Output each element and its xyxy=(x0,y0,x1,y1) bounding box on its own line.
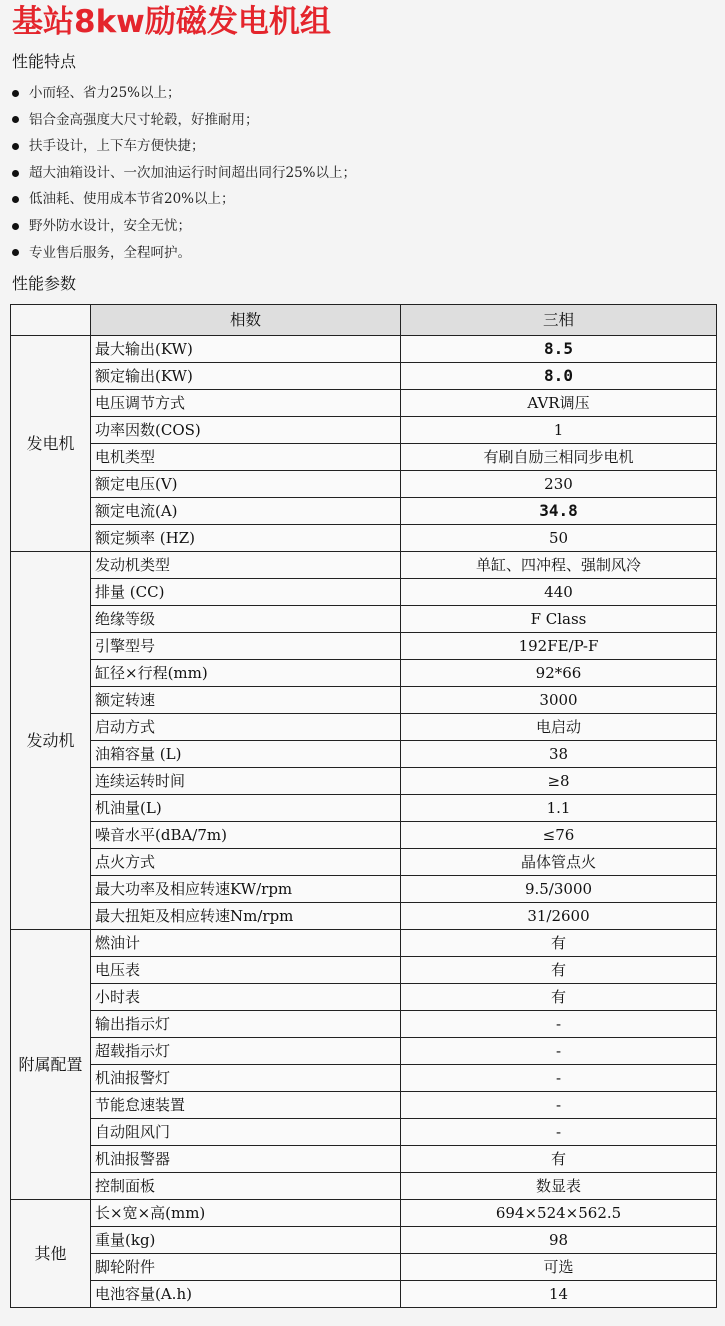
feature-item xyxy=(10,160,356,187)
param-value: 单缸、四冲程、强制风冷 xyxy=(401,552,717,579)
param-value: 31/2600 xyxy=(401,903,717,930)
feature-text: 专业售后服务，全程呵护。 xyxy=(29,244,191,261)
table-row xyxy=(11,795,717,822)
param-value: 晶体管点火 xyxy=(401,849,717,876)
param-name: 燃油计 xyxy=(91,930,401,957)
feature-item xyxy=(10,133,356,160)
feature-item xyxy=(10,240,356,267)
param-value: 34.8 xyxy=(401,498,717,525)
table-row xyxy=(11,1281,717,1308)
param-name: 最大功率及相应转速KW/rpm xyxy=(91,876,401,903)
param-value: 694×524×562.5 xyxy=(401,1200,717,1227)
param-value: 有 xyxy=(401,984,717,1011)
header-empty-cell xyxy=(11,305,91,336)
param-name: 脚轮附件 xyxy=(91,1254,401,1281)
spec-body xyxy=(11,336,717,1308)
param-value: 192FE/P-F xyxy=(401,633,717,660)
param-name: 电机类型 xyxy=(91,444,401,471)
bullet-icon xyxy=(12,223,19,230)
bullet-icon xyxy=(12,196,19,203)
param-value: 1 xyxy=(401,417,717,444)
param-value: 9.5/3000 xyxy=(401,876,717,903)
table-row xyxy=(11,552,717,579)
table-row xyxy=(11,1254,717,1281)
param-name: 额定输出(KW) xyxy=(91,363,401,390)
table-row xyxy=(11,1092,717,1119)
param-name: 绝缘等级 xyxy=(91,606,401,633)
param-name: 自动阻风门 xyxy=(91,1119,401,1146)
param-value: 98 xyxy=(401,1227,717,1254)
param-value: F Class xyxy=(401,606,717,633)
header-value: 三相 xyxy=(401,305,717,336)
param-name: 电池容量(A.h) xyxy=(91,1281,401,1308)
feature-text: 扶手设计，上下车方便快捷； xyxy=(29,138,205,155)
param-value: 有刷自励三相同步电机 xyxy=(401,444,717,471)
param-value: 230 xyxy=(401,471,717,498)
table-row xyxy=(11,903,717,930)
param-value: - xyxy=(401,1065,717,1092)
table-row xyxy=(11,444,717,471)
table-row xyxy=(11,1200,717,1227)
param-name: 连续运转时间 xyxy=(91,768,401,795)
table-row xyxy=(11,930,717,957)
param-name: 额定电流(A) xyxy=(91,498,401,525)
param-name: 额定电压(V) xyxy=(91,471,401,498)
param-name: 功率因数(COS) xyxy=(91,417,401,444)
bullet-icon xyxy=(12,116,19,123)
bullet-icon xyxy=(12,170,19,177)
param-value: 可选 xyxy=(401,1254,717,1281)
param-name: 机油报警器 xyxy=(91,1146,401,1173)
feature-text: 铝合金高强度大尺寸轮毂，好推耐用； xyxy=(29,111,259,128)
table-row xyxy=(11,336,717,363)
param-name: 缸径×行程(mm) xyxy=(91,660,401,687)
bullet-icon xyxy=(12,249,19,256)
table-row xyxy=(11,417,717,444)
feature-item xyxy=(10,213,356,240)
feature-text: 野外防水设计，安全无忧； xyxy=(29,217,191,234)
table-row xyxy=(11,1038,717,1065)
table-row xyxy=(11,471,717,498)
spec-table xyxy=(10,304,717,1308)
param-value: 8.0 xyxy=(401,363,717,390)
feature-item xyxy=(10,107,356,134)
param-value: - xyxy=(401,1038,717,1065)
spec-header-row xyxy=(11,305,717,336)
table-row xyxy=(11,714,717,741)
feature-text: 低油耗、使用成本节省20%以上； xyxy=(29,191,235,208)
table-row xyxy=(11,1119,717,1146)
table-row xyxy=(11,1227,717,1254)
table-row xyxy=(11,390,717,417)
table-row xyxy=(11,363,717,390)
feature-text: 小而轻、省力25%以上； xyxy=(29,85,181,101)
param-value: - xyxy=(401,1092,717,1119)
param-value: ≥8 xyxy=(401,768,717,795)
param-name: 长×宽×高(mm) xyxy=(91,1200,401,1227)
param-value: 50 xyxy=(401,525,717,552)
group-label: 附属配置 xyxy=(11,930,91,1200)
table-row xyxy=(11,984,717,1011)
table-row xyxy=(11,741,717,768)
param-name: 最大输出(KW) xyxy=(91,336,401,363)
table-row xyxy=(11,1011,717,1038)
features-list xyxy=(10,80,356,266)
param-value: 3000 xyxy=(401,687,717,714)
param-value: AVR调压 xyxy=(401,390,717,417)
table-row xyxy=(11,876,717,903)
param-value: 电启动 xyxy=(401,714,717,741)
param-value: 440 xyxy=(401,579,717,606)
table-row xyxy=(11,660,717,687)
param-name: 油箱容量 (L) xyxy=(91,741,401,768)
table-row xyxy=(11,606,717,633)
bullet-icon xyxy=(12,90,19,97)
table-row xyxy=(11,957,717,984)
param-name: 额定转速 xyxy=(91,687,401,714)
param-name: 噪音水平(dBA/7m) xyxy=(91,822,401,849)
table-row xyxy=(11,1173,717,1200)
param-name: 节能怠速装置 xyxy=(91,1092,401,1119)
feature-text: 超大油箱设计、一次加油运行时间超出同行25%以上； xyxy=(29,164,357,181)
param-value: - xyxy=(401,1011,717,1038)
table-row xyxy=(11,1146,717,1173)
param-name: 重量(kg) xyxy=(91,1227,401,1254)
param-value: 8.5 xyxy=(401,336,717,363)
table-row xyxy=(11,768,717,795)
table-row xyxy=(11,579,717,606)
param-value: 92*66 xyxy=(401,660,717,687)
param-name: 输出指示灯 xyxy=(91,1011,401,1038)
param-value: 有 xyxy=(401,930,717,957)
param-value: ≤76 xyxy=(401,822,717,849)
table-row xyxy=(11,498,717,525)
param-name: 发动机类型 xyxy=(91,552,401,579)
page-title: 基站8kw励磁发电机组 xyxy=(12,4,331,40)
bullet-icon xyxy=(12,143,19,150)
feature-item xyxy=(10,80,356,107)
param-name: 小时表 xyxy=(91,984,401,1011)
param-name: 额定频率 (HZ) xyxy=(91,525,401,552)
param-name: 启动方式 xyxy=(91,714,401,741)
param-value: 数显表 xyxy=(401,1173,717,1200)
param-value: 有 xyxy=(401,957,717,984)
param-name: 引擎型号 xyxy=(91,633,401,660)
param-name: 电压表 xyxy=(91,957,401,984)
group-label: 其他 xyxy=(11,1200,91,1308)
header-param: 相数 xyxy=(91,305,401,336)
table-row xyxy=(11,525,717,552)
feature-item xyxy=(10,186,356,213)
group-label: 发动机 xyxy=(11,552,91,930)
param-value: 14 xyxy=(401,1281,717,1308)
group-label: 发电机 xyxy=(11,336,91,552)
param-name: 超载指示灯 xyxy=(91,1038,401,1065)
param-value: 1.1 xyxy=(401,795,717,822)
param-name: 排量 (CC) xyxy=(91,579,401,606)
table-row xyxy=(11,687,717,714)
features-heading: 性能特点 xyxy=(12,52,77,71)
param-name: 电压调节方式 xyxy=(91,390,401,417)
param-name: 机油量(L) xyxy=(91,795,401,822)
table-row xyxy=(11,1065,717,1092)
params-heading: 性能参数 xyxy=(12,274,77,293)
param-name: 最大扭矩及相应转速Nm/rpm xyxy=(91,903,401,930)
param-name: 点火方式 xyxy=(91,849,401,876)
param-value: 38 xyxy=(401,741,717,768)
param-value: - xyxy=(401,1119,717,1146)
param-value: 有 xyxy=(401,1146,717,1173)
table-row xyxy=(11,849,717,876)
table-row xyxy=(11,633,717,660)
table-row xyxy=(11,822,717,849)
param-name: 机油报警灯 xyxy=(91,1065,401,1092)
param-name: 控制面板 xyxy=(91,1173,401,1200)
